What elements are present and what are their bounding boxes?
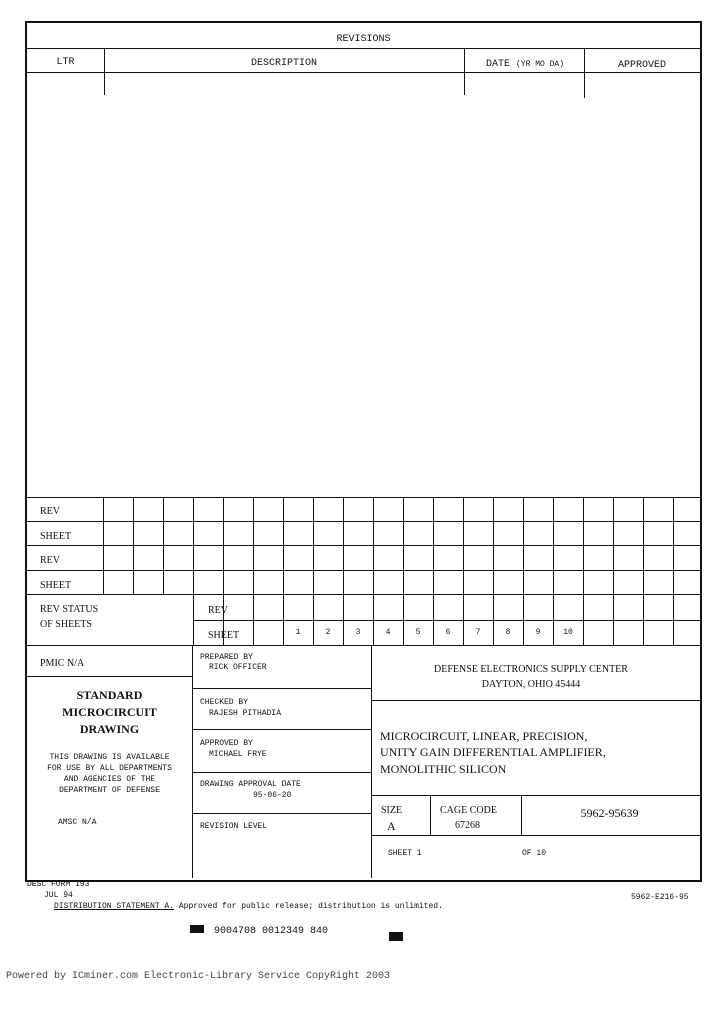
barcode-mark-right [389, 932, 403, 941]
sheet-number: 8 [505, 628, 511, 637]
col-ltr: LTR [56, 57, 75, 68]
of-sheets-label: OF SHEETS [40, 619, 92, 630]
approved-by-name: MICHAEL FRYE [209, 750, 267, 759]
distribution-label: DISTRIBUTION STATEMENT A. [54, 902, 175, 911]
grid-rev-2: REV [40, 555, 60, 566]
standard-title-1: STANDARD [76, 688, 143, 702]
grid-line [133, 497, 134, 594]
sheet-number: 6 [445, 628, 451, 637]
status-rev-label: REV [208, 605, 228, 616]
grid-line [643, 497, 644, 645]
sheet-label: SHEET 1 [388, 849, 422, 858]
col-date: DATE [486, 59, 511, 70]
prepared-by-label: PREPARED BY [200, 653, 253, 662]
cage-code-value: 67268 [455, 820, 480, 831]
sheet-number: 3 [355, 628, 361, 637]
sheet-number: 9 [535, 628, 541, 637]
barcode-mark-left [190, 925, 204, 933]
doc-code: 5962-E216-95 [631, 893, 689, 902]
grid-line [613, 497, 614, 645]
col-description: DESCRIPTION [250, 58, 317, 69]
grid-line [583, 497, 584, 645]
distribution-text: Approved for public release; distribution is unlimited. [178, 902, 443, 911]
revisions-title: REVISIONS [336, 34, 391, 45]
distribution-statement [54, 903, 443, 911]
grid-line [553, 497, 554, 645]
form-label: DESC FORM 193 [27, 880, 90, 889]
availability-4: DEPARTMENT OF DEFENSE [59, 786, 160, 795]
sheet-number: 1 [295, 628, 301, 637]
standard-title-2: MICROCIRCUIT [62, 705, 157, 719]
standard-title-3: DRAWING [79, 722, 140, 736]
revision-level-label: REVISION LEVEL [200, 822, 268, 831]
sheet-number: 4 [385, 628, 391, 637]
title-line-3: MONOLITHIC SILICON [380, 762, 507, 776]
col-approved: APPROVED [617, 60, 666, 71]
title-line-1: MICROCIRCUIT, LINEAR, PRECISION, [380, 729, 588, 743]
grid-sheet-2: SHEET [40, 580, 72, 591]
grid-line [493, 497, 494, 645]
grid-line [433, 497, 434, 645]
availability-2: FOR USE BY ALL DEPARTMENTS [47, 764, 172, 773]
rev-status-label: REV STATUS [40, 604, 99, 615]
approval-date: 95-06-20 [253, 791, 292, 800]
grid-line [163, 497, 164, 594]
grid-line [523, 497, 524, 645]
availability-1: THIS DRAWING IS AVAILABLE [49, 753, 170, 762]
checked-by-label: CHECKED BY [200, 698, 249, 707]
grid-line [343, 497, 344, 645]
availability-3: AND AGENCIES OF THE [63, 775, 156, 784]
amsc-label: AMSC N/A [58, 818, 97, 827]
barcode-text: 9004708 0012349 840 [214, 926, 329, 937]
grid-sheet-1: SHEET [40, 531, 72, 542]
grid-line [253, 497, 254, 645]
size-value: A [387, 819, 396, 833]
grid-rev-1: REV [40, 506, 60, 517]
col-date-format: (YR MO DA) [516, 60, 565, 69]
sheet-number: 2 [325, 628, 331, 637]
grid-line [673, 497, 674, 645]
pmic-label: PMIC N/A [40, 658, 85, 669]
agency-location: DAYTON, OHIO 45444 [481, 679, 581, 690]
agency-name: DEFENSE ELECTRONICS SUPPLY CENTER [434, 664, 628, 675]
checked-by-name: RAJESH PITHADIA [209, 709, 282, 718]
grid-line [223, 497, 224, 645]
of-sheets-value: OF 10 [522, 849, 547, 858]
sheet-number: 7 [475, 628, 481, 637]
grid-line [403, 497, 404, 645]
title-line-2: UNITY GAIN DIFFERENTIAL AMPLIFIER, [380, 745, 606, 759]
powered-by-footer: Powered by ICminer.com Electronic-Library Service CopyRight 2003 [6, 971, 391, 982]
status-sheet-label: SHEET [208, 630, 240, 641]
size-label: SIZE [381, 805, 403, 816]
drawing-number: 5962-95639 [580, 806, 639, 820]
cage-code-label: CAGE CODE [440, 805, 497, 816]
grid-line [373, 497, 374, 645]
sheet-number: 5 [415, 628, 421, 637]
sheet-number: 10 [563, 628, 573, 637]
grid-line [463, 497, 464, 645]
prepared-by-name: RICK OFFICER [209, 663, 267, 672]
approval-date-label: DRAWING APPROVAL DATE [200, 780, 301, 789]
grid-top [27, 497, 700, 498]
form-date: JUL 94 [44, 891, 73, 900]
grid-line [313, 497, 314, 645]
approved-by-label: APPROVED BY [200, 739, 253, 748]
